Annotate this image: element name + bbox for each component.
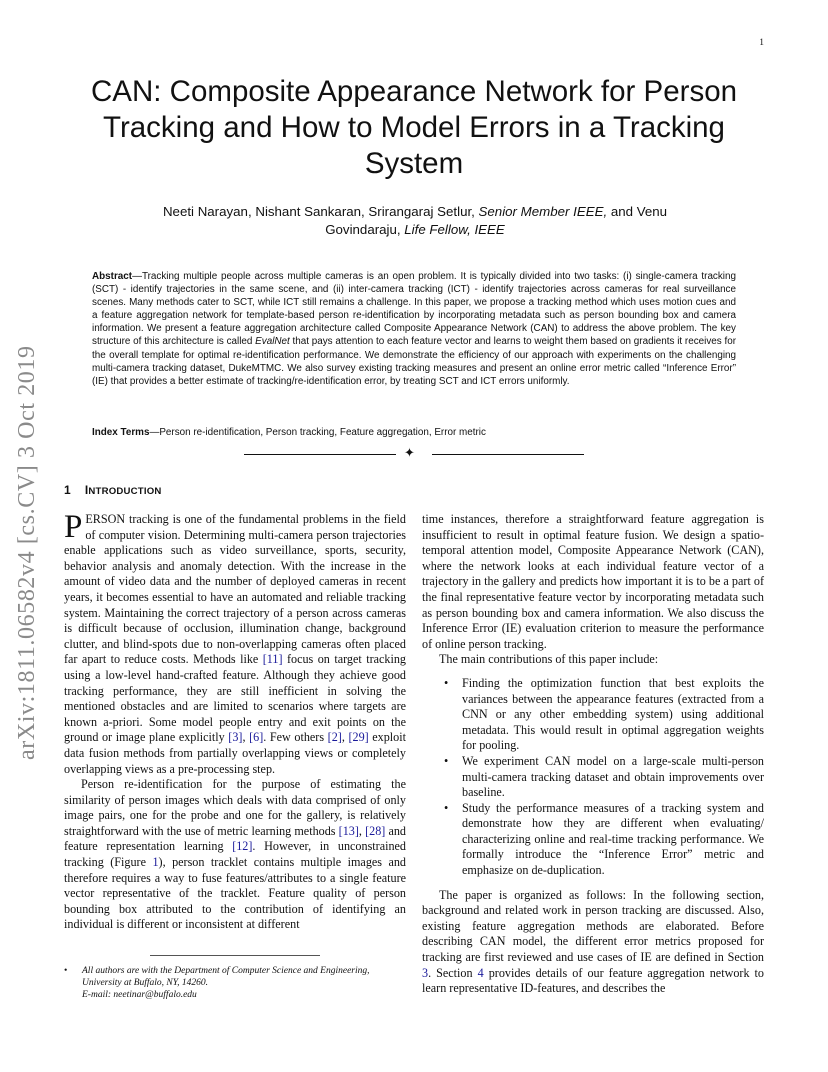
list-item (422, 676, 764, 754)
footnote-email: E-mail: neetinar@buffalo.edu (82, 989, 197, 1000)
left-column (64, 509, 407, 933)
citation-link[interactable]: [11] (262, 652, 283, 667)
text-run: , (242, 730, 250, 745)
list-item (422, 801, 764, 879)
text-run: The paper is organized as follows: In the following section, background and related work in person tracking are discussed. Also, existing feature aggregation methods are elaborated. Before describing CAN model, the different error metrics proposed for tracking are first reviewed and use cases of IE are defined in Section (422, 887, 764, 965)
index-terms-text: —Person re-identification, Person tracking, Feature aggregation, Error metric (149, 427, 486, 438)
small-caps-word: ERSON (85, 512, 126, 526)
section-title-first: I (84, 483, 89, 497)
separator-rule-right (432, 454, 584, 455)
footnote (64, 966, 406, 1001)
figure-link[interactable]: 1 (152, 855, 159, 870)
list-item-text: Finding the optimization function that best exploits the variances between the appearance features (extracted from a CNN or any other embedding system) using additional metadata. This would result in optimal aggregation weights for pooling. (462, 675, 764, 753)
text-run: provides details of our feature aggregation network to learn representative ID-features, and describes the (422, 965, 764, 996)
citation-link[interactable]: [3] (228, 730, 243, 745)
bullet-icon: • (444, 675, 449, 690)
paper-title: CAN: Composite Appearance Network for Person Tracking and How to Model Errors in a Tracking System (90, 75, 738, 180)
paragraph: time instances, therefore a straightforward feature aggregation is insufficient to result in optimal feature fusion. We design a spatio-temporal attention model, Composite Appearance Network (CAN), where the network looks at each individual feature vector of a trajectory in the gallery and predicts how important it is to be a part of the final representative feature vector by incorporating metadata such as person bounding box and camera information. We also discuss the Inference Error (IE) evaluation criterion to measure the performance of online person tracking. (422, 512, 764, 651)
text-run: . Few others (263, 730, 328, 745)
abstract-label: Abstract (92, 271, 133, 282)
authors-line2-plain: Govindaraju, (325, 222, 405, 237)
text-run: exploit data fusion methods from partially overlapping views or completely overlapping views as a pre-processing step. (64, 730, 407, 776)
text-run: . Section (428, 965, 478, 980)
paragraph (64, 777, 406, 933)
text-run: Person re-identification for the purpose of estimating the similarity of person images which deals with data comprised of only image pairs, one for the probe and one for the gallery, is relatively straightforward with the use of metric learning methods (64, 777, 406, 838)
section-link[interactable]: 4 (477, 965, 484, 980)
drop-cap: P (64, 509, 83, 545)
separator-rule-left (244, 454, 396, 455)
page-number: 1 (759, 38, 764, 48)
citation-link[interactable]: [2] (327, 730, 342, 745)
separator-star-icon: ✦ (404, 446, 415, 461)
paragraph: The main contributions of this paper include: (439, 652, 659, 667)
list-item-text: Study the performance measures of a tracking system and demonstrate how they are different when evaluating/ characterizing online and real-time tracking performance. We formally introduce the “Inference Error” metric and emphasize on de-duplication. (462, 800, 764, 878)
section-link[interactable]: 3 (422, 965, 429, 980)
paragraph (64, 509, 407, 777)
citation-link[interactable]: [6] (249, 730, 264, 745)
footnote-text: All authors are with the Department of Computer Science and Engineering, University at Buffalo, NY, 14260. (82, 966, 370, 988)
arxiv-watermark: arXiv:1811.06582v4 [cs.CV] 3 Oct 2019 (14, 345, 40, 760)
footnote-rule (150, 955, 320, 956)
section-separator (244, 448, 584, 462)
authors-line1-italic: Senior Member IEEE, (478, 204, 608, 219)
section-title-rest: NTRODUCTION (88, 486, 162, 497)
authors-line1-end: and Venu (607, 204, 668, 219)
citation-link[interactable]: [12] (232, 839, 253, 854)
abstract-text-1: —Tracking multiple people across multiple cameras is an open problem. It is typically divided into two tasks: (i) single-camera tracking (SCT) - identify trajectories in the same scene, and (ii) inter-camera tracking (ICT) - identify trajectories across cameras for real surveillance scenes. Many methods cater to SCT, while ICT still remains a challenge. In this paper, we propose a tracking method which uses motion cues and a feature aggregation network for template-based person re-identification by incorporating metadata such as person bounding box and camera information. We present a feature aggregation architecture called Composite Appearance Network (CAN) to address the above problem. The key structure of this architecture is called (92, 271, 736, 348)
abstract-italic-term: EvalNet (255, 336, 290, 348)
right-column (422, 512, 764, 997)
text-run: . However, in unconstrained tracking (Figure (64, 839, 406, 870)
text-run: ), person tracklet contains multiple images and therefore requires a way to fuse features/attributes to a single feature vector representative of the tracklet. Feature quality of person bounding box attributed to the contribution of identifying an individual is different or inconsistent at different (64, 855, 406, 932)
paragraph (422, 888, 764, 997)
text-run: , (341, 730, 349, 745)
section-number: 1 (64, 483, 71, 497)
author-list (110, 203, 720, 239)
contributions-list (422, 676, 764, 879)
abstract-text-2: that pays attention to each feature vector and learns to weight them based on gradients it receives for the overall template for optimal re-identification performance. We demonstrate the efficiency of our approach with experiments on the challenging multi-camera tracking dataset, DukeMTMC. We also survey existing tracking measures and present an online error metric called “Inference Error” (IE) that provides a better estimate of tracking/re-identification error, by treating SCT and ICT errors uniformly. (92, 336, 736, 387)
list-item (422, 754, 764, 801)
text-run: tracking is one of the fundamental problems in the field of computer vision. Determining multi-camera person trajectories enable applications such as video surveillance, sports, security, behavior analysis and anomaly detection. With the increase in the amount of video data and the number of deployed cameras in recent years, it becomes essential to have an automated and reliable tracking system. Maintaining the correct trajectory of a person across cameras is difficult because of occlusion, illumination change, background clutter, and blind-spots due to non-overlapping cameras often placed far apart to reduce costs. Methods like (64, 512, 406, 667)
index-terms (92, 426, 736, 439)
footnote-bullet-icon: • (64, 966, 68, 976)
citation-link[interactable]: [13] (338, 823, 359, 838)
authors-line2-italic: Life Fellow, IEEE (404, 222, 505, 237)
abstract (92, 270, 736, 388)
section-heading (64, 483, 162, 497)
citation-link[interactable]: [29] (348, 730, 369, 745)
bullet-icon: • (444, 800, 449, 815)
text-run: and feature representation learning (64, 823, 406, 854)
index-terms-label: Index Terms (92, 427, 150, 438)
list-item-text: We experiment CAN model on a large-scale multi-person multi-camera tracking dataset and obtain improvements over baseline. (462, 753, 764, 800)
text-run: focus on target tracking using a low-level hand-crafted feature. Although they achieve good tracking performance, they are still inefficient in solving the mentioned obstacles and are limited to scenarios where targets are known a-priori. Some model people entry and exit points on the ground or image plane explicitly (64, 652, 406, 745)
citation-link[interactable]: [28] (365, 823, 386, 838)
authors-line1-plain: Neeti Narayan, Nishant Sankaran, Srirangaraj Setlur, (162, 204, 479, 219)
text-run: , (358, 823, 366, 838)
bullet-icon: • (444, 753, 449, 768)
